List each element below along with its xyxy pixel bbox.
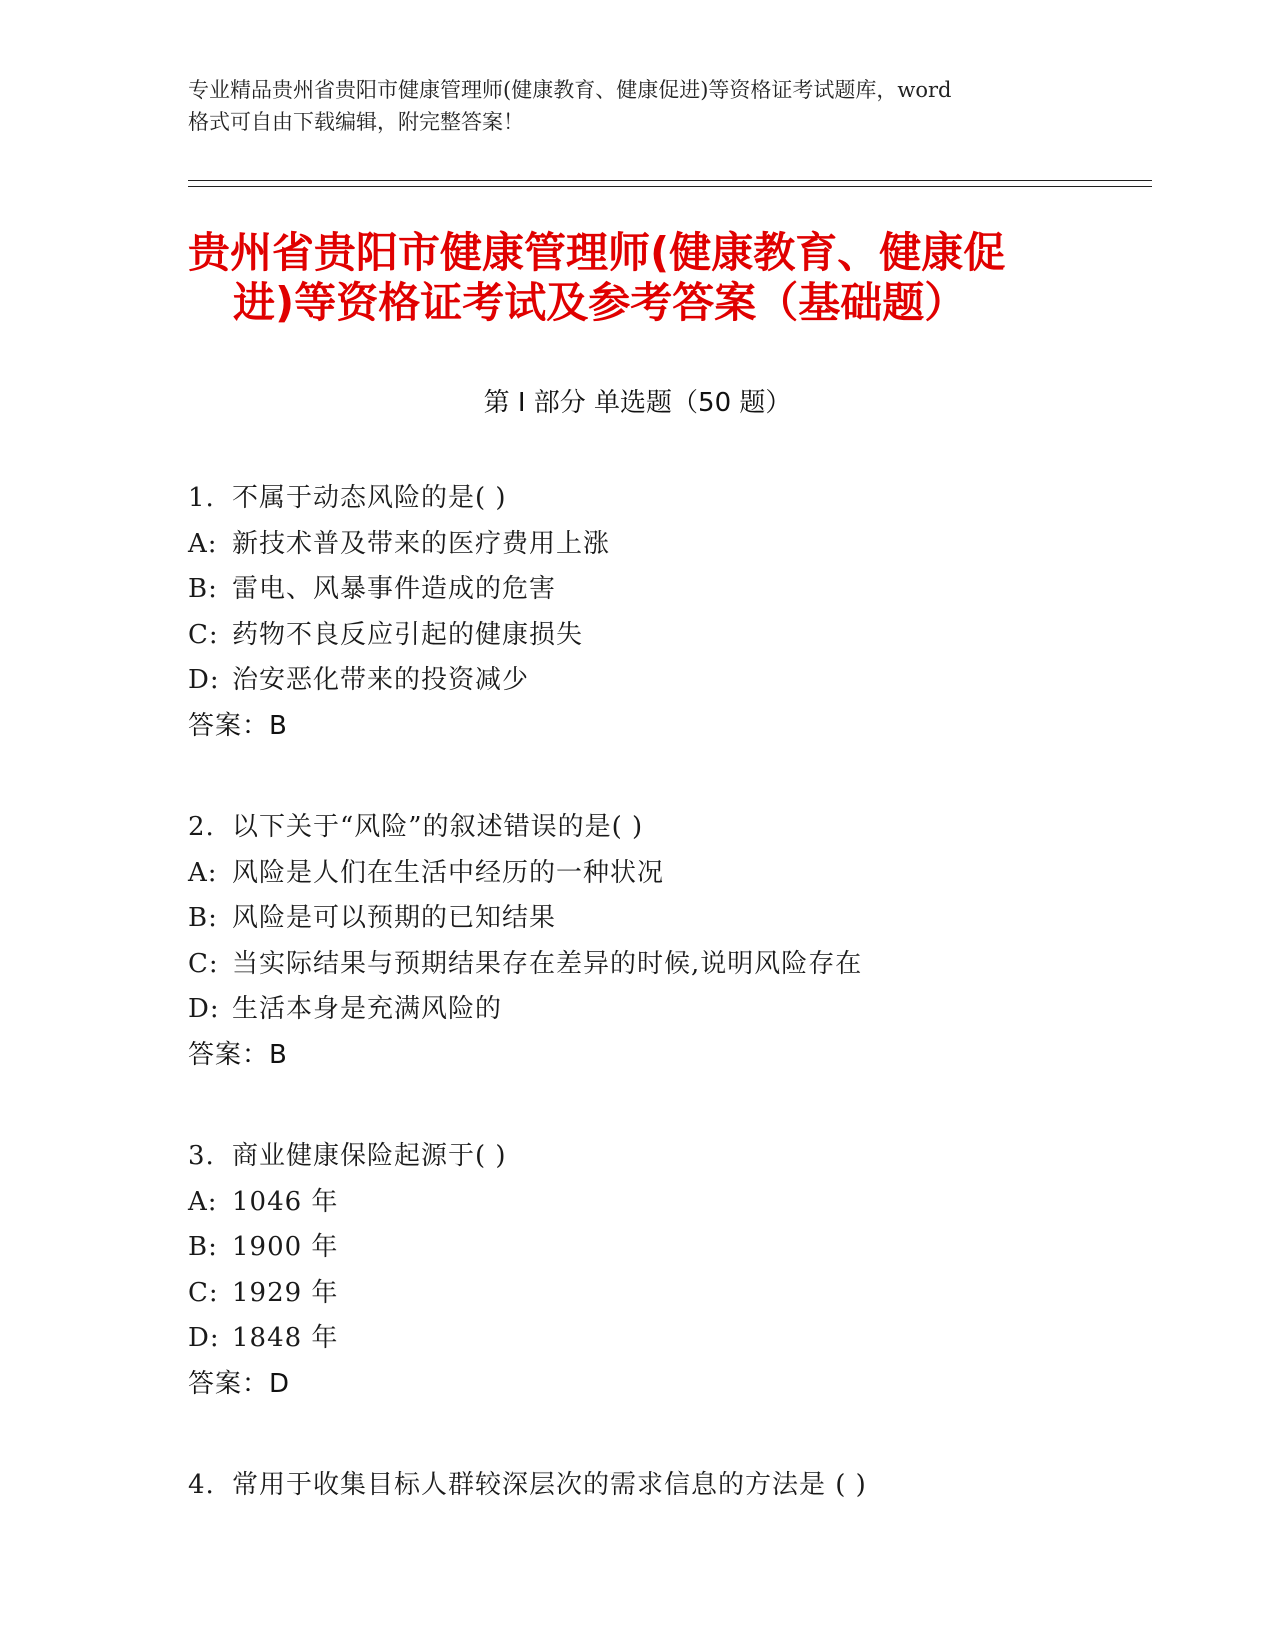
option-b [188,896,1148,942]
question-text: 商业健康保险起源于( ) [232,1141,507,1171]
section-heading: 第 I 部分 单选题（50 题） [483,388,792,418]
question-text: 不属于动态风险的是( ) [232,483,507,513]
option-text: 新技术普及带来的医疗费用上涨 [232,528,611,559]
option-letter: B: [188,903,218,933]
header-divider-bottom [188,186,1152,187]
option-b [188,1225,1148,1271]
option-text: 药物不良反应引起的健康损失 [232,619,584,650]
option-text: 治安恶化带来的投资减少 [232,665,530,695]
question-number: 1. [188,483,215,513]
header-divider-top [188,180,1152,181]
option-text: 1046 年 [232,1186,339,1217]
document-title-line1: 贵州省贵阳市健康管理师(健康教育、健康促 [188,228,1006,277]
option-letter: C: [188,1277,219,1308]
option-d [188,658,1148,704]
answer-line: 答案：D [188,1368,291,1399]
option-c [188,942,1148,988]
question-stem [188,805,1148,851]
option-d [188,987,1148,1033]
question-number: 3. [188,1141,215,1171]
option-letter: A: [188,528,218,559]
question-number: 2. [188,812,215,842]
option-letter: D: [188,665,220,695]
question-text: 常用于收集目标人群较深层次的需求信息的方法是 ( ) [232,1470,867,1500]
question-number: 4. [188,1470,215,1500]
option-text: 1848 年 [232,1323,339,1353]
question-1 [188,476,1148,749]
option-text: 生活本身是充满风险的 [232,994,503,1024]
option-text: 风险是人们在生活中经历的一种状况 [232,857,665,888]
option-c [188,613,1148,659]
option-letter: D: [188,994,220,1024]
option-letter: D: [188,1323,220,1353]
option-text: 当实际结果与预期结果存在差异的时候,说明风险存在 [232,948,863,979]
question-4 [188,1463,1148,1509]
document-title [188,228,1088,328]
option-text: 雷电、风暴事件造成的危害 [232,574,557,604]
option-letter: B: [188,1232,218,1262]
option-c [188,1271,1148,1317]
option-letter: A: [188,857,218,888]
question-text: 以下关于“风险”的叙述错误的是( ) [232,812,644,842]
option-letter: C: [188,619,219,650]
option-letter: A: [188,1186,218,1217]
option-text: 风险是可以预期的已知结果 [232,903,557,933]
document-title-line2: 进)等资格证考试及参考答案（基础题） [233,278,967,327]
answer-line: 答案：B [188,710,288,741]
question-stem [188,476,1148,522]
question-list [188,476,1148,1565]
header-note-line1: 专业精品贵州省贵阳市健康管理师(健康教育、健康促进)等资格证考试题库，word [188,78,952,102]
answer-line: 答案：B [188,1039,288,1070]
option-letter: C: [188,948,219,979]
option-a [188,522,1148,568]
question-stem [188,1134,1148,1180]
header-note-line2: 格式可自由下载编辑，附完整答案！ [188,110,524,134]
question-3 [188,1134,1148,1407]
option-a [188,851,1148,897]
question-stem [188,1463,1148,1509]
option-d [188,1316,1148,1362]
option-letter: B: [188,574,218,604]
header-note [188,74,1088,138]
question-2 [188,805,1148,1078]
option-b [188,567,1148,613]
option-text: 1900 年 [232,1232,339,1262]
option-text: 1929 年 [232,1277,339,1308]
option-a [188,1180,1148,1226]
